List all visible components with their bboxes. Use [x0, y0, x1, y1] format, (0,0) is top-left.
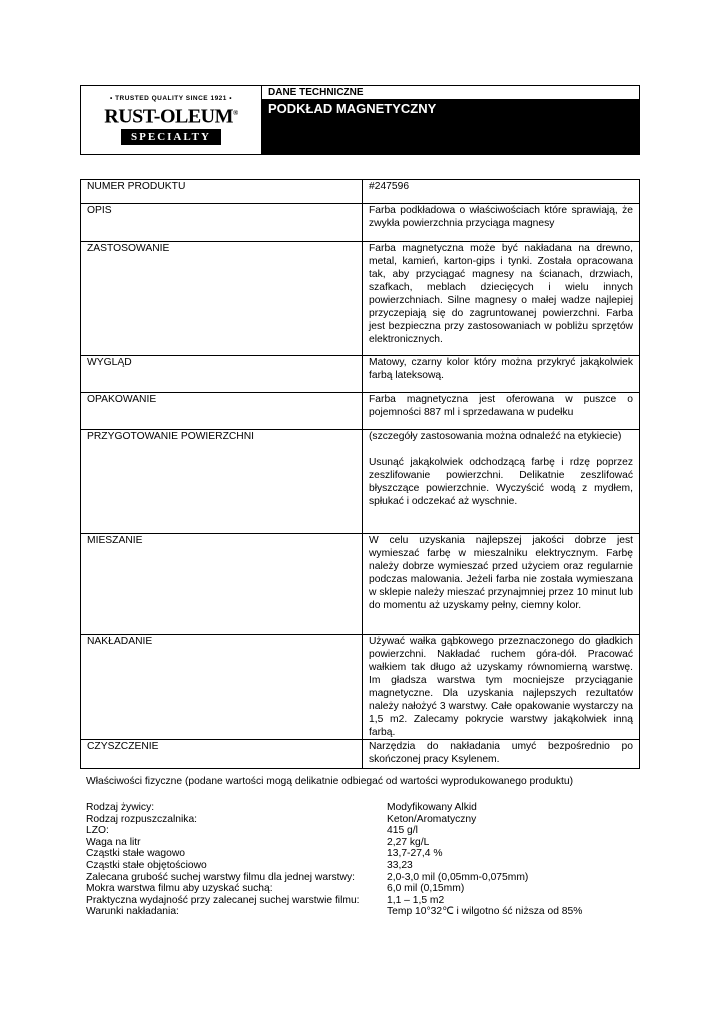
- list-item: [86, 860, 582, 872]
- property-value: Modyfikowany Alkid: [387, 802, 477, 813]
- table-row: [81, 356, 640, 393]
- row-label: PRZYGOTOWANIE POWIERZCHNI: [81, 430, 363, 534]
- property-name: Mokra warstwa filmu aby uzyskać suchą:: [86, 883, 273, 895]
- table-row: [81, 204, 640, 242]
- page-title: PODKŁAD MAGNETYCZNY: [262, 100, 639, 154]
- table-row: [81, 635, 640, 740]
- property-name: Zalecana grubość suchej warstwy filmu dla jednej warstwy:: [86, 871, 355, 883]
- property-name: Rodzaj rozpuszczalnika:: [86, 813, 198, 825]
- table-row: [81, 534, 640, 635]
- row-value: [363, 430, 640, 534]
- property-value: Keton/Aromatyczny: [387, 813, 477, 825]
- property-value: 2,27 kg/L: [387, 836, 430, 848]
- list-item: [86, 848, 582, 860]
- logo-tagline: • TRUSTED QUALITY SINCE 1921 •: [109, 94, 232, 102]
- property-name: Cząstki stałe wagowo: [86, 848, 186, 860]
- row-value: Używać wałka gąbkowego przeznaczonego do gładkich powierzchni. Nakładać ruchem góra-dół. Pracować wałkiem tak długo aż uzyskamy równomierną warstwę. Im gładsza warstwa tym mocniejsze przyciąganie magnetyczne. Dla uzyskania najlepszych rezultatów należy nałożyć 3 warstwy. Całe opakowanie wystarczy na 1,5 m2. Zalecamy pokrycie warstwy jakąkolwiek inną farbą.: [363, 635, 640, 740]
- spec-table: [80, 179, 640, 769]
- property-name: Waga na litr: [86, 836, 141, 848]
- list-item: [86, 825, 582, 837]
- property-value: Temp 10°32℃ i wilgotno ść niższa od 85%: [387, 906, 583, 918]
- header-title-block: [262, 86, 639, 154]
- property-value: 6,0 mil (0,15mm): [387, 883, 465, 895]
- table-row: [81, 430, 640, 534]
- table-row: [81, 180, 640, 204]
- row-label: MIESZANIE: [81, 534, 363, 635]
- physical-properties-list: [86, 802, 582, 918]
- row-value: Matowy, czarny kolor który można przykryć jakąkolwiek farbą lateksową.: [363, 356, 640, 393]
- list-item: [86, 895, 582, 907]
- row-value: Farba podkładowa o właściwościach które sprawiają, że zwykła powierzchnia przyciąga magnesy: [363, 204, 640, 242]
- row-label: OPAKOWANIE: [81, 393, 363, 430]
- property-name: Cząstki stałe objętościowo: [86, 859, 207, 871]
- row-label: CZYSZCZENIE: [81, 740, 363, 769]
- property-value: 2,0-3,0 mil (0,05mm-0,075mm): [387, 871, 529, 883]
- rust-oleum-logo: [81, 86, 262, 154]
- table-row: [81, 242, 640, 356]
- row-value: #247596: [363, 180, 640, 204]
- row-label: WYGLĄD: [81, 356, 363, 393]
- list-item: [86, 906, 582, 918]
- table-row: [81, 393, 640, 430]
- list-item: [86, 814, 582, 826]
- list-item: [86, 837, 582, 849]
- header-subtitle: DANE TECHNICZNE: [262, 86, 639, 100]
- logo-brand: RUST-OLEUM®: [104, 105, 238, 128]
- row-label: OPIS: [81, 204, 363, 242]
- property-value: 415 g/l: [387, 825, 418, 837]
- property-name: LZO:: [86, 825, 109, 837]
- document-header: [80, 85, 640, 155]
- property-name: Warunki nakładania:: [86, 906, 179, 918]
- logo-specialty: SPECIALTY: [121, 129, 221, 145]
- row-value: W celu uzyskania najlepszej jakości dobrze jest wymieszać farbę w mieszalniku elektrycznym. Farbę należy dobrze wymieszać przed użyciem oraz regularnie podczas malowania. Jeżeli farba nie została wymieszana w sklepie należy mieszać przynajmniej przez 10 minut lub do momentu aż uzyskamy pełny, ciemny kolor.: [363, 534, 640, 635]
- list-item: [86, 802, 582, 814]
- row-value-text: Usunąć jakąkolwiek odchodzącą farbę i rdzę poprzez zeszlifowanie powierzchni. Delikatnie zeszlifować błyszczące powierzchnie. Wyczyścić wodą z mydłem, spłukać i odczekać aż wyschnie.: [369, 457, 633, 507]
- table-row: [81, 740, 640, 769]
- row-value: Narzędzia do nakładania umyć bezpośrednio po skończonej pracy Ksylenem.: [363, 740, 640, 769]
- row-label: NAKŁADANIE: [81, 635, 363, 740]
- row-value: Farba magnetyczna jest oferowana w puszce o pojemności 887 ml i sprzedawana w pudełku: [363, 393, 640, 430]
- property-name: Rodzaj żywicy:: [86, 802, 155, 813]
- property-name: Praktyczna wydajność przy zalecanej suchej warstwie filmu:: [86, 894, 360, 906]
- row-value: Farba magnetyczna może być nakładana na drewno, metal, kamień, karton-gips i tynki. Została opracowana tak, aby przyciągać magnesy na ścianach, drzwiach, szafkach, meblach dziecięcych i wielu innych powierzchniach. Silne magnesy o małej wadze najlepiej przyczepiają się do zagruntowanej powierzchni. Farba jest bezpieczna przy zastosowaniach w pobliżu sprzętów elektronicznych.: [363, 242, 640, 356]
- row-label: NUMER PRODUKTU: [81, 180, 363, 204]
- list-item: [86, 872, 582, 884]
- row-value-note: (szczegóły zastosowania można odnaleźć na etykiecie): [369, 431, 622, 442]
- row-label: ZASTOSOWANIE: [81, 242, 363, 356]
- list-item: [86, 883, 582, 895]
- physical-properties-intro: Właściwości fizyczne (podane wartości mogą delikatnie odbiegać od wartości wyprodukowanego produktu): [86, 776, 574, 787]
- property-value: 1,1 – 1,5 m2: [387, 894, 445, 906]
- property-value: 13,7-27,4 %: [387, 848, 443, 860]
- property-value: 33,23: [387, 859, 413, 871]
